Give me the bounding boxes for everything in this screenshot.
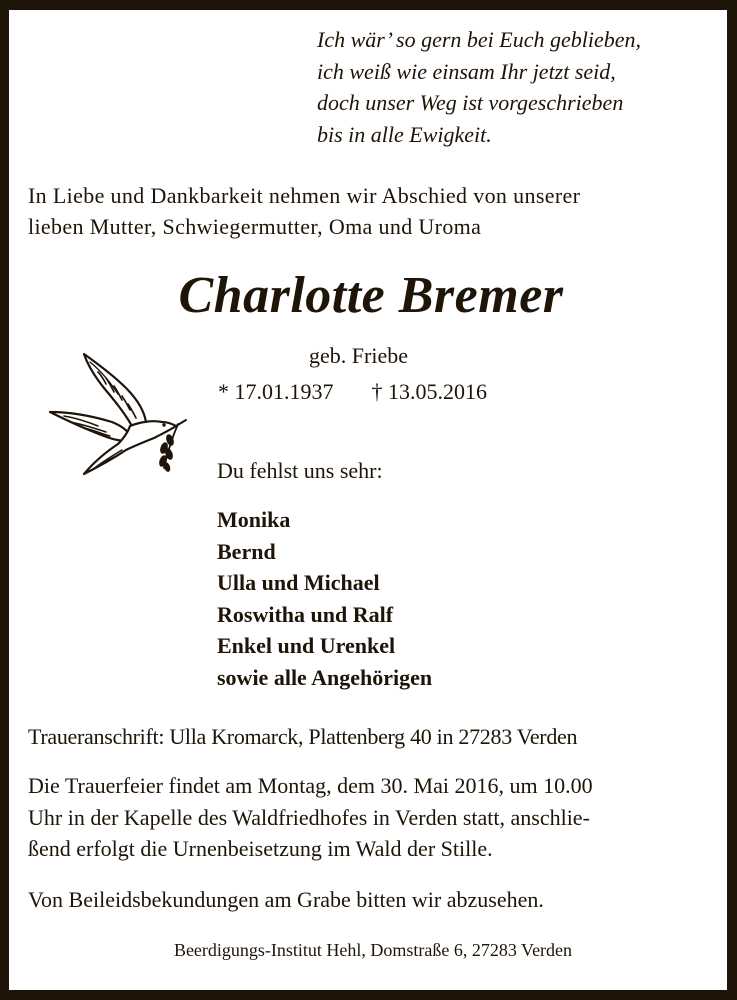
mourner-name: Enkel und Urenkel <box>217 633 396 658</box>
condolence-note: Von Beileidsbekundungen am Grabe bitten wir abzusehen. <box>28 887 544 912</box>
ceremony-line: Die Trauerfeier findet am Montag, dem 30. Mai 2016, um 10.00 <box>28 773 593 798</box>
obituary-notice <box>9 10 727 990</box>
mourner-name: Bernd <box>217 538 276 564</box>
ceremony-details <box>28 770 593 865</box>
funeral-home-credit: Beerdigungs-Institut Hehl, Domstraße 6, 27283 Verden <box>173 940 573 960</box>
maiden-name: geb. Friebe <box>309 343 408 368</box>
life-dates <box>218 378 487 406</box>
dove-with-olive-branch-icon <box>40 342 190 482</box>
poem-line: bis in alle Ewigkeit. <box>317 121 492 147</box>
mourners-heading: Du fehlst uns sehr: <box>217 458 383 483</box>
mourner-name: Monika <box>217 507 291 532</box>
intro-line: In Liebe und Dankbarkeit nehmen wir Abschied von unserer <box>28 183 581 208</box>
deceased-name: Charlotte Bremer <box>178 267 564 324</box>
poem-verse <box>317 24 641 150</box>
ceremony-line: Uhr in der Kapelle des Waldfriedhofes in Verden statt, anschlie- <box>28 804 590 830</box>
ceremony-line: ßend erfolgt die Urnenbeisetzung im Wald der Stille. <box>28 836 493 861</box>
poem-line: doch unser Weg ist vorgeschrieben <box>317 90 624 115</box>
poem-line: Ich wär’ so gern bei Euch geblieben, <box>317 27 642 52</box>
death-date: † 13.05.2016 <box>371 379 487 404</box>
birth-date: * 17.01.1937 <box>218 379 334 404</box>
mourner-name: Ulla und Michael <box>217 570 380 595</box>
farewell-intro <box>28 180 580 242</box>
poem-line: ich weiß wie einsam Ihr jetzt seid, <box>317 58 616 84</box>
intro-line: lieben Mutter, Schwiegermutter, Oma und Uroma <box>28 214 482 239</box>
mourner-name: Roswitha und Ralf <box>217 601 394 627</box>
mourner-name: sowie alle Angehörigen <box>217 664 433 690</box>
mourning-address: Traueranschrift: Ulla Kromarck, Plattenberg 40 in 27283 Verden <box>28 724 578 749</box>
mourners-list <box>217 504 432 693</box>
